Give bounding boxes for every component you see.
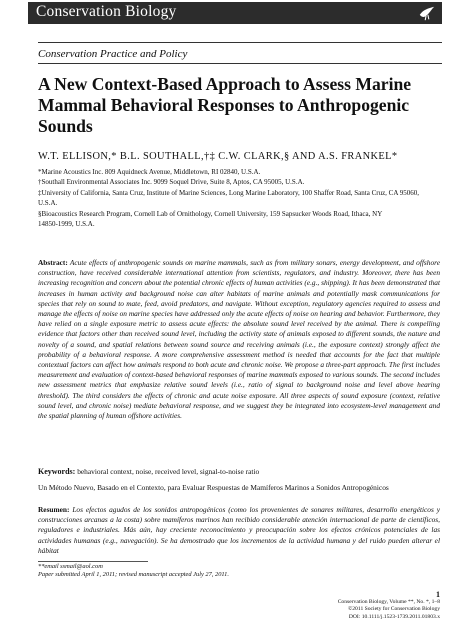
affiliation-line: ‡University of California, Santa Cruz, Institute of Marine Sciences, Long Marine Laboratory, 100 Shaffer Road, Santa Cruz, CA 95060, (38, 188, 420, 197)
resumen-text: Los efectos agudos de los sonidos antropogénicos (como los provenientes de sonares militares, desarrollo energéticos y construcciones arcanas a la costa) sobre mamíferos marinos han recibido considerable atención internacional de parte de científicos, reguladores e industriales. Más aún, hay creciente reconocimiento y preocupación sobre los efectos crónicos potenciales de las actividades humanas (e.g., navegación). Se ha demostrado que los incrementos de la actividad humana y del ruido pueden alterar el hábitat (38, 505, 440, 555)
spanish-title: Un Método Nuevo, Basado en el Contexto, para Evaluar Respuestas de Mamíferos Marinos a Sonidos Antropogénicos (38, 483, 389, 492)
section-rule (38, 63, 442, 64)
journal-info-line: ©2011 Society for Conservation Biology (348, 606, 440, 613)
footnote (38, 563, 229, 579)
top-rule (38, 42, 442, 43)
footnote-dates: Paper submitted April 1, 2011; revised manuscript accepted July 27, 2011. (38, 571, 229, 579)
affiliation-line: §Bioacoustics Research Program, Cornell Lab of Ornithology, Cornell University, 159 Sapsucker Woods Road, Ithaca, NY (38, 209, 383, 218)
affiliations (38, 167, 458, 229)
affiliation-line: U.S.A. (38, 199, 58, 208)
keywords (38, 467, 442, 476)
section-header: Conservation Practice and Policy (38, 48, 188, 60)
journal-info (280, 599, 440, 621)
affiliation-line: 14850-1999, U.S.A. (38, 220, 95, 229)
affiliation-line: †Southall Environmental Associates Inc. 9099 Soquel Drive, Suite 8, Aptos, CA 95005, U.S.A. (38, 178, 305, 187)
journal-banner (28, 2, 442, 24)
journal-name: Conservation Biology (36, 3, 177, 20)
bird-logo-icon (418, 4, 436, 22)
page-number: 1 (436, 590, 440, 599)
article-title: A New Context-Based Approach to Assess Marine Mammal Behavioral Responses to Anthropogenic Sounds (38, 74, 412, 136)
keywords-label: Keywords: (38, 467, 76, 476)
footnote-email: **email ssmail@aol.com (38, 563, 103, 570)
resumen (38, 505, 440, 556)
keywords-text: behavioral context, noise, received level, signal-to-noise ratio (77, 467, 260, 476)
journal-info-line: DOI: 10.1111/j.1523-1739.2011.01803.x (348, 613, 440, 620)
affiliation-line: *Marine Acoustics Inc. 809 Aquidneck Avenue, Middletown, RI 02840, U.S.A. (38, 168, 261, 176)
journal-info-line: Conservation Biology, Volume **, No. *, 1–8 (337, 599, 440, 605)
abstract-label: Abstract: (38, 258, 68, 267)
resumen-label: Resumen: (38, 505, 70, 514)
footnote-rule (38, 561, 148, 562)
abstract-text: Acute effects of anthropogenic sounds on marine mammals, such as from military sonars, energy development, and offshore construction, have received considerable international attention from scientists, regulators, and industry. Moreover, there has been increasing recognition and concern about the potential chronic effects of human activities (e.g., shipping). It has been demonstrated that increases in human activity and background noise can alter habitats of marine animals and potentially mask communications for species that rely on sound to mate, feed, avoid predators, and navigate. Without exception, regulatory agencies required to assess and manage the effects of noise on marine species have addressed only the acute effects of noise on hearing and behavior. Furthermore, they have relied on a single exposure metric to assess acute effects: the absolute sound level received by the animal. There is compelling evidence that factors other than received sound level, including the activity state of animals exposed to different sounds, the nature and novelty of a sound, and spatial relations between sound source and receiving animals (i.e., the exposure context) strongly affect the probability of a behavioral response. A more comprehensive assessment method is needed that accounts for the fact that multiple contextual factors can affect how animals respond to both acute and chronic noise. We propose a three-part approach. The first includes measurement and evaluation of context-based behavioral responses of marine mammals exposed to various sounds. The second includes new assessment metrics that emphasize relative sound levels (i.e., ratio of signal to background noise and level above hearing threshold). The third considers the effects of chronic and acute noise exposure. All three aspects of sound exposure (context, relative sound level, and chronic noise) mediate behavioral response, and we suggest they be integrated into ecosystem-level management and the spatial planning of human offshore activities. (38, 258, 440, 421)
author-list: W.T. ELLISON,* B.L. SOUTHALL,†‡ C.W. CLARK,§ AND A.S. FRANKEL* (38, 151, 398, 162)
abstract (38, 258, 440, 421)
